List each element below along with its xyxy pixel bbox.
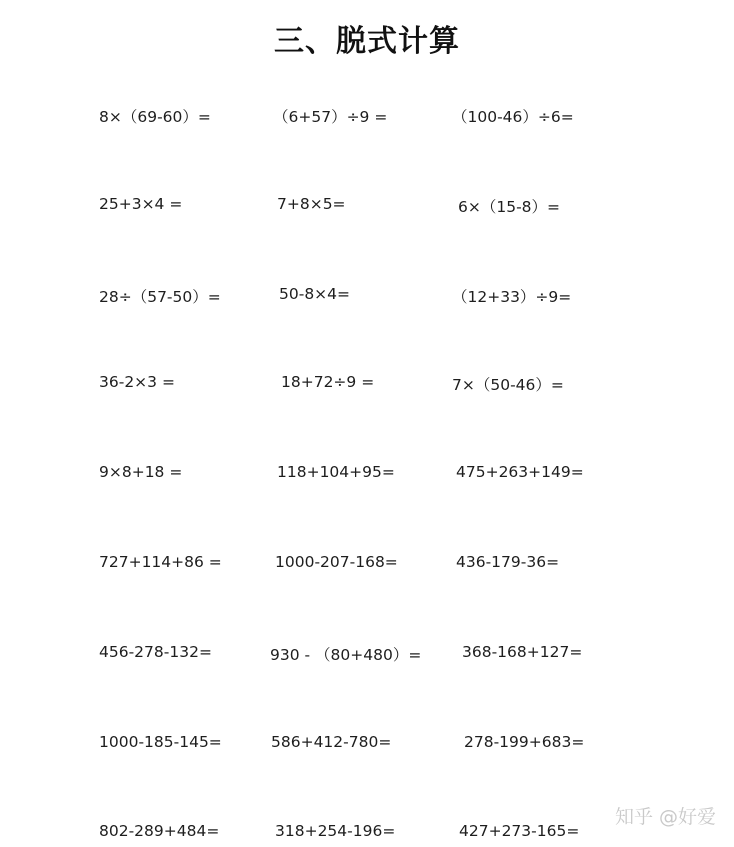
problem-item: 7×（50-46）= <box>452 376 564 394</box>
watermark: 知乎 @好爱 <box>614 806 716 828</box>
problem-item: 475+263+149= <box>456 463 584 481</box>
problem-item: 9×8+18 = <box>99 463 183 481</box>
problem-item: 25+3×4 = <box>99 195 183 213</box>
problem-item: 8×（69-60）= <box>99 108 211 126</box>
problem-item: 368-168+127= <box>462 643 583 661</box>
problem-item: 18+72÷9 = <box>281 373 375 391</box>
problem-item: 1000-207-168= <box>275 553 398 571</box>
problem-item: 50-8×4= <box>279 285 351 303</box>
problem-item: （100-46）÷6= <box>452 108 574 126</box>
problem-item: 7+8×5= <box>277 195 346 213</box>
problem-item: 28÷（57-50）= <box>99 288 221 306</box>
problem-item: 427+273-165= <box>459 822 580 840</box>
problem-item: 318+254-196= <box>275 822 396 840</box>
problem-item: 6×（15-8）= <box>458 198 561 216</box>
problem-item: 586+412-780= <box>271 733 392 751</box>
problem-item: 930 - （80+480）= <box>270 646 422 664</box>
problem-item: 727+114+86 = <box>99 553 222 571</box>
problem-item: （6+57）÷9 = <box>273 108 388 126</box>
problem-item: 456-278-132= <box>99 643 212 661</box>
problem-item: 118+104+95= <box>277 463 395 481</box>
problem-item: 436-179-36= <box>456 553 560 571</box>
problem-item: 278-199+683= <box>464 733 585 751</box>
problem-item: 36-2×3 = <box>99 373 175 391</box>
page-title: 三、脱式计算 <box>274 24 460 59</box>
problem-item: （12+33）÷9= <box>452 288 572 306</box>
problem-item: 1000-185-145= <box>99 733 222 751</box>
problem-item: 802-289+484= <box>99 822 220 840</box>
